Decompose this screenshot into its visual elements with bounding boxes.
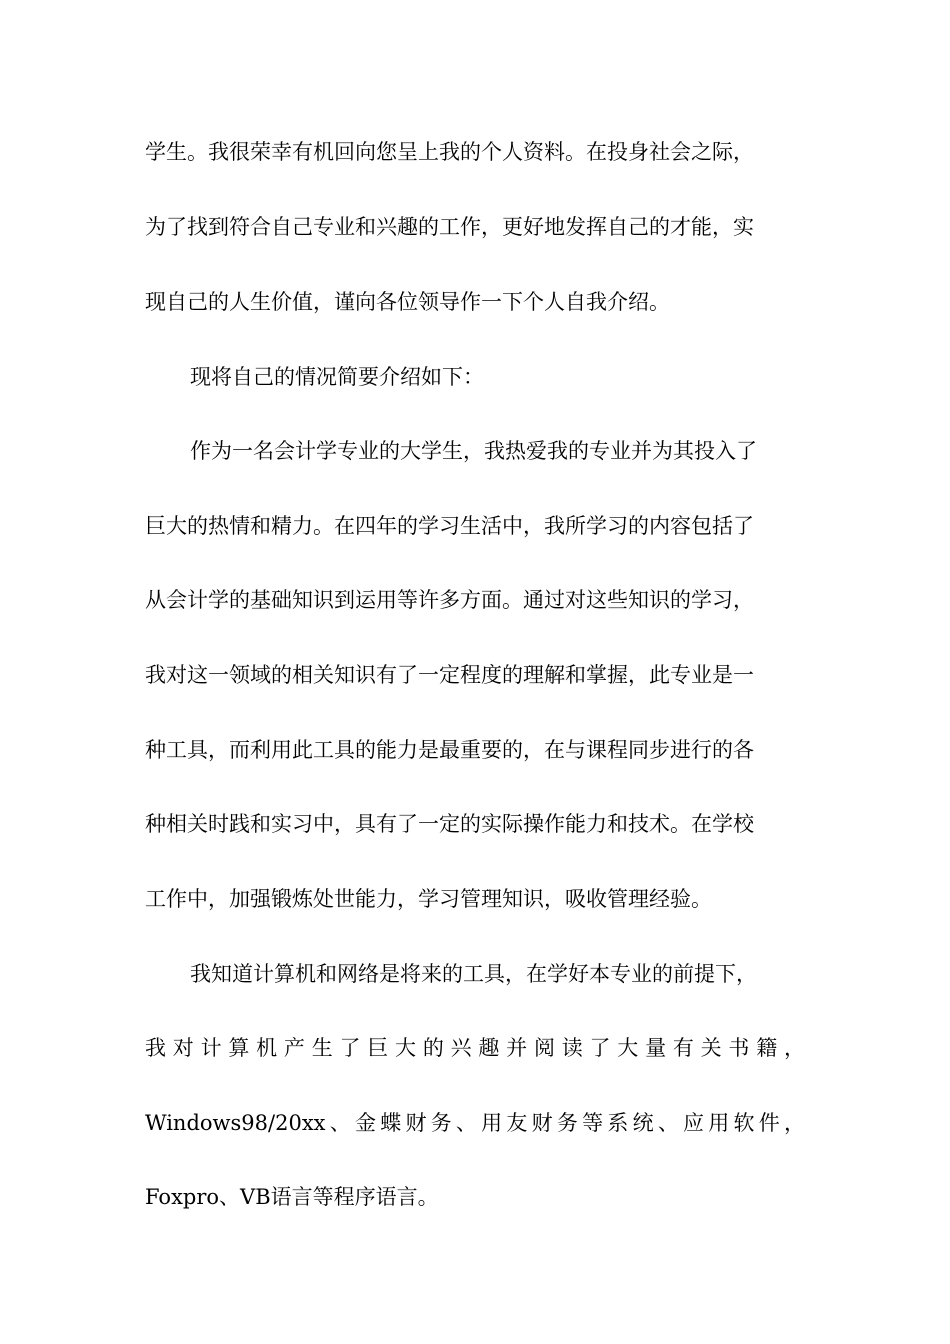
text-line: 学生。我很荣幸有机回向您呈上我的个人资料。在投身社会之际， [145,140,754,164]
paragraph-first-line: 我知道计算机和网络是将来的工具，在学好本专业的前提下， [190,962,757,986]
paragraph-first-line: 现将自己的情况简要介绍如下： [190,365,484,389]
text-line: 种相关时践和实习中，具有了一定的实际操作能力和技术。在学校 [145,812,754,836]
text-line: 我对计算机产生了巨大的兴趣并阅读了大量有关书籍， [145,1036,805,1060]
paragraph-first-line: 作为一名会计学专业的大学生，我热爱我的专业并为其投入了 [190,439,757,463]
text-line: 从会计学的基础知识到运用等许多方面。通过对这些知识的学习， [145,588,754,612]
text-line: 现自己的人生价值，谨向各位领导作一下个人自我介绍。 [145,290,670,314]
text-line: 工作中，加强锻炼处世能力，学习管理知识，吸收管理经验。 [145,887,712,911]
text-line: 种工具，而利用此工具的能力是最重要的，在与课程同步进行的各 [145,738,754,762]
text-line: 我对这一领域的相关知识有了一定程度的理解和掌握，此专业是一 [145,663,754,687]
text-line: 为了找到符合自己专业和兴趣的工作，更好地发挥自己的才能，实 [145,215,754,239]
text-line: 巨大的热情和精力。在四年的学习生活中，我所学习的内容包括了 [145,514,754,538]
text-line: Windows98/20xx、金蝶财务、用友财务等系统、应用软件， [145,1111,805,1135]
text-line: Foxpro、VB语言等程序语言。 [145,1185,439,1209]
